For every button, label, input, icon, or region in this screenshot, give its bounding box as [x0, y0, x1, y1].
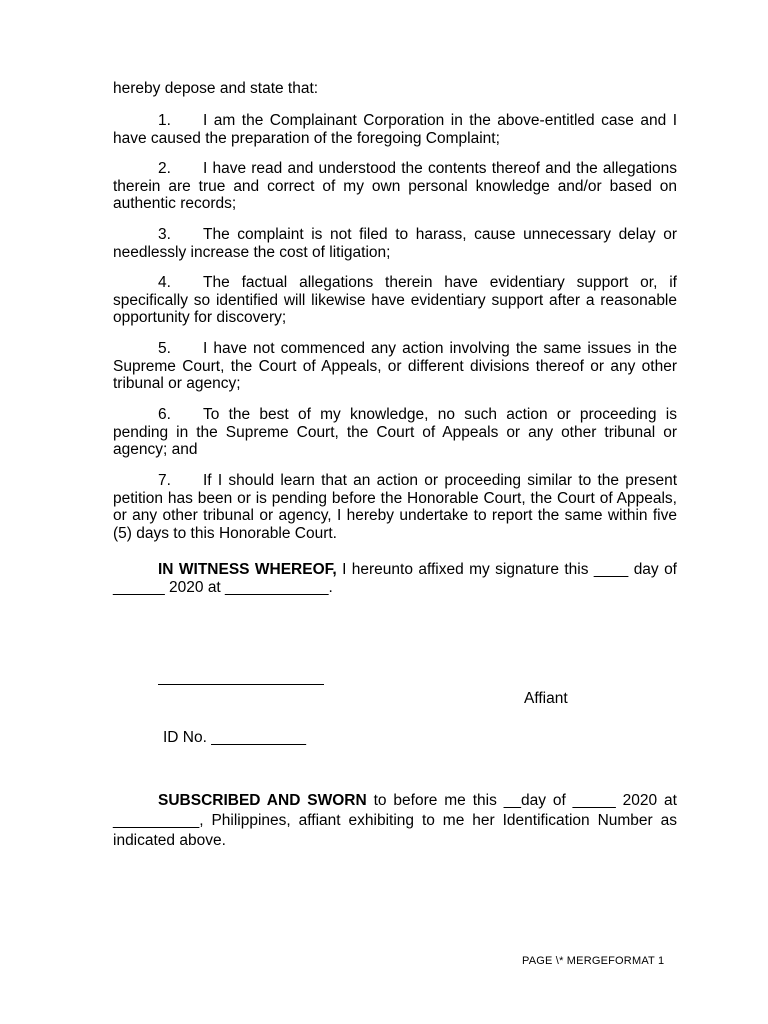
paragraph-number: 6.	[158, 406, 171, 423]
paragraph-7	[113, 472, 677, 542]
paragraph-2	[113, 160, 677, 213]
paragraph-text: To the best of my knowledge, no such action or proceeding is pending in the Supreme Court, the Court of Appeals or any other tribunal or agency; and	[113, 406, 677, 458]
paragraph-3	[113, 226, 677, 261]
paragraph-text: I have not commenced any action involving the same issues in the Supreme Court, the Court of Appeals, or different divisions thereof or any other tribunal or agency;	[113, 340, 677, 392]
paragraph-number: 4.	[158, 274, 171, 291]
paragraph-4	[113, 274, 677, 327]
witness-clause	[113, 561, 677, 596]
id-number-label: ID No. ___________	[163, 729, 307, 746]
paragraph-text: I have read and understood the contents thereof and the allegations therein are true and correct of my own personal knowledge and/or based on authentic records;	[113, 160, 677, 212]
paragraph-number: 5.	[158, 340, 171, 357]
paragraph-text: The complaint is not filed to harass, cause unnecessary delay or needlessly increase the cost of litigation;	[113, 226, 677, 261]
jurat-heading: SUBSCRIBED AND SWORN	[158, 792, 367, 809]
paragraph-number: 7.	[158, 472, 171, 489]
jurat-text: to before me this __day of _____ 2020 at __________, Philippines, affiant exhibiting to me her Identification Number as indicated above.	[113, 792, 677, 849]
paragraph-text: If I should learn that an action or proceeding similar to the present petition has been or is pending before the Honorable Court, the Court of Appeals, or any other tribunal or agency, I hereby undertake to report the same within five (5) days to this Honorable Court.	[113, 472, 677, 542]
affiant-label: Affiant	[524, 690, 568, 707]
paragraph-number: 3.	[158, 226, 171, 243]
page-footer: PAGE \* MERGEFORMAT 1	[522, 955, 665, 967]
intro-text: hereby depose and state that:	[113, 80, 319, 97]
paragraph-5	[113, 340, 677, 393]
signature-line	[158, 684, 324, 685]
witness-heading: IN WITNESS WHEREOF,	[158, 561, 337, 578]
paragraph-text: The factual allegations therein have evidentiary support or, if specifically so identified will likewise have evidentiary support after a reasonable opportunity for discovery;	[113, 274, 677, 326]
paragraph-number: 2.	[158, 160, 171, 177]
witness-text: I hereunto affixed my signature this ____ day of ______ 2020 at ____________.	[113, 561, 677, 596]
paragraph-6	[113, 406, 677, 459]
paragraph-text: I am the Complainant Corporation in the above-entitled case and I have caused the preparation of the foregoing Complaint;	[113, 112, 677, 147]
paragraph-number: 1.	[158, 112, 171, 129]
paragraph-1	[113, 112, 677, 147]
jurat-clause	[113, 791, 677, 851]
